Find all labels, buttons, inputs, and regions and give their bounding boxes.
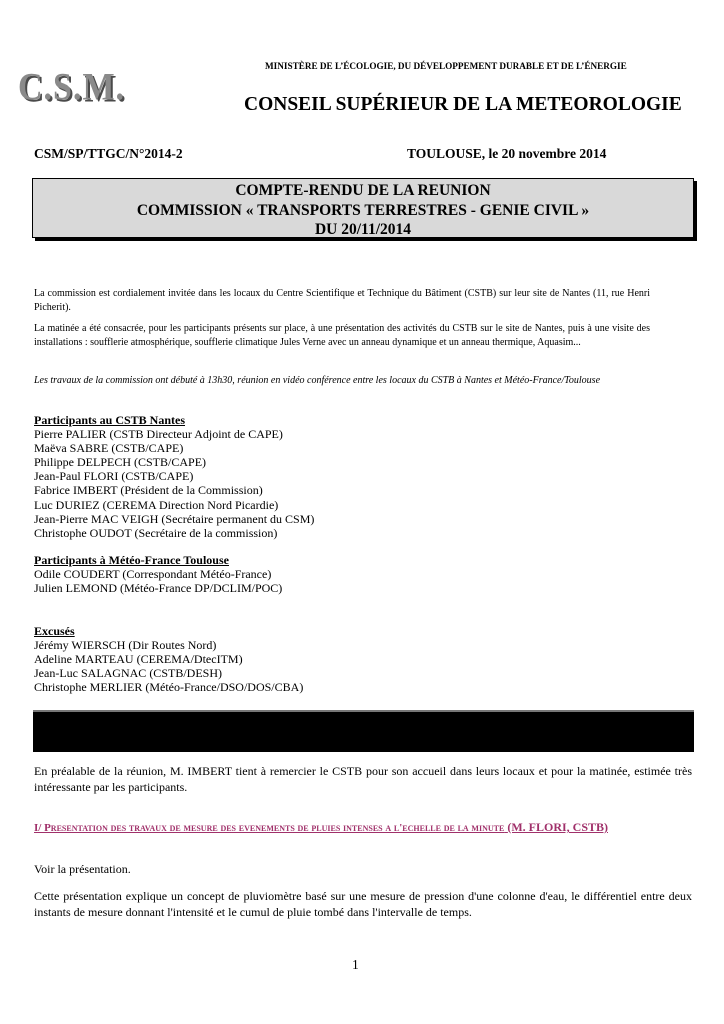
excused-list [34,624,303,694]
place-date: TOULOUSE, le 20 novembre 2014 [407,146,607,161]
list-item: Jérémy WIERSCH (Dir Routes Nord) [34,638,217,653]
participants-nantes [34,413,314,540]
explanation-paragraph: Cette présentation explique un concept de pluviomètre basé sur une mesure de pression d'une colonne d'eau, le différentiel entre deux instants de mesure donnant l'intensité et le cumul de pluie tombé dans l'intervalle de temps. [34,889,692,919]
council-title: CONSEIL SUPÉRIEUR DE LA METEOROLOGIE [244,94,682,115]
title-line-1: COMPTE-RENDU DE LA REUNION [235,182,491,199]
csm-logo: C.S.M. [18,66,126,109]
list-item: Jean-Pierre MAC VEIGH (Secrétaire permanent du CSM) [34,511,315,526]
document-reference: CSM/SP/TTGC/N°2014-2 [34,146,183,161]
list-item: Fabrice IMBERT (Président de la Commission) [34,483,263,498]
title-line-2: COMMISSION « TRANSPORTS TERRESTRES - GENIE CIVIL » [136,201,590,219]
list-item: Christophe OUDOT (Secrétaire de la commission) [34,525,278,540]
list-item: Luc DURIEZ (CEREMA Direction Nord Picardie) [34,497,279,512]
see-presentation: Voir la présentation. [34,862,131,876]
participants-nantes-heading: Participants au CSTB Nantes [34,413,186,427]
list-item: Odile COUDERT (Correspondant Météo-France) [34,567,272,582]
report-title-box [32,178,694,238]
list-item: Julien LEMOND (Météo-France DP/DCLIM/POC) [34,581,283,596]
excused-heading: Excusés [34,624,75,638]
preamble-paragraph: En préalable de la réunion, M. IMBERT tient à remercier le CSTB pour son accueil dans leurs locaux et pour la matinée, estimée très intéressante par les participants. [34,764,692,794]
section-1-title: I/ Presentation des travaux de mesure des evenements de pluies intenses a l'echelle de la minute [34,822,505,834]
section-1-author: (M. FLORI, CSTB) [507,820,608,834]
title-line-3: DU 20/11/2014 [314,221,412,238]
list-item: Christophe MERLIER (Météo-France/DSO/DOS/CBA) [34,680,304,695]
intro-paragraph-3: Les travaux de la commission ont débuté à 13h30, réunion en vidéo conférence entre les locaux du CSTB à Nantes et Météo-France/Toulouse [34,375,601,386]
section-1-heading [34,820,674,835]
list-item: Adeline MARTEAU (CEREMA/DtecITM) [34,652,243,667]
list-item: Philippe DELPECH (CSTB/CAPE) [34,455,207,470]
list-item: Pierre PALIER (CSTB Directeur Adjoint de CAPE) [34,427,283,442]
intro-paragraph-1: La commission est cordialement invitée dans les locaux du Centre Scientifique et Technique du Bâtiment (CSTB) sur leur site de Nantes (11, rue Henri Picherit). [34,288,650,313]
list-item: Jean-Luc SALAGNAC (CSTB/DESH) [34,666,222,681]
list-item: Maëva SABRE (CSTB/CAPE) [34,441,184,456]
participants-toulouse [34,553,282,595]
participants-toulouse-heading: Participants à Météo-France Toulouse [34,553,229,567]
redacted-bar [33,710,694,752]
ministry-name: MINISTÈRE DE L’ÉCOLOGIE, DU DÉVELOPPEMENT DURABLE ET DE L’ÉNERGIE [265,61,627,71]
page-number: 1 [352,957,359,972]
list-item: Jean-Paul FLORI (CSTB/CAPE) [34,469,194,484]
intro-paragraph-2: La matinée a été consacrée, pour les participants présents sur place, à une présentation des activités du CSTB sur le site de Nantes, puis à une visite des installations : soufflerie atmosphérique, soufflerie climatique Jules Verne avec un anneau dynamique et un anneau thermique, Aquasim... [34,323,650,348]
